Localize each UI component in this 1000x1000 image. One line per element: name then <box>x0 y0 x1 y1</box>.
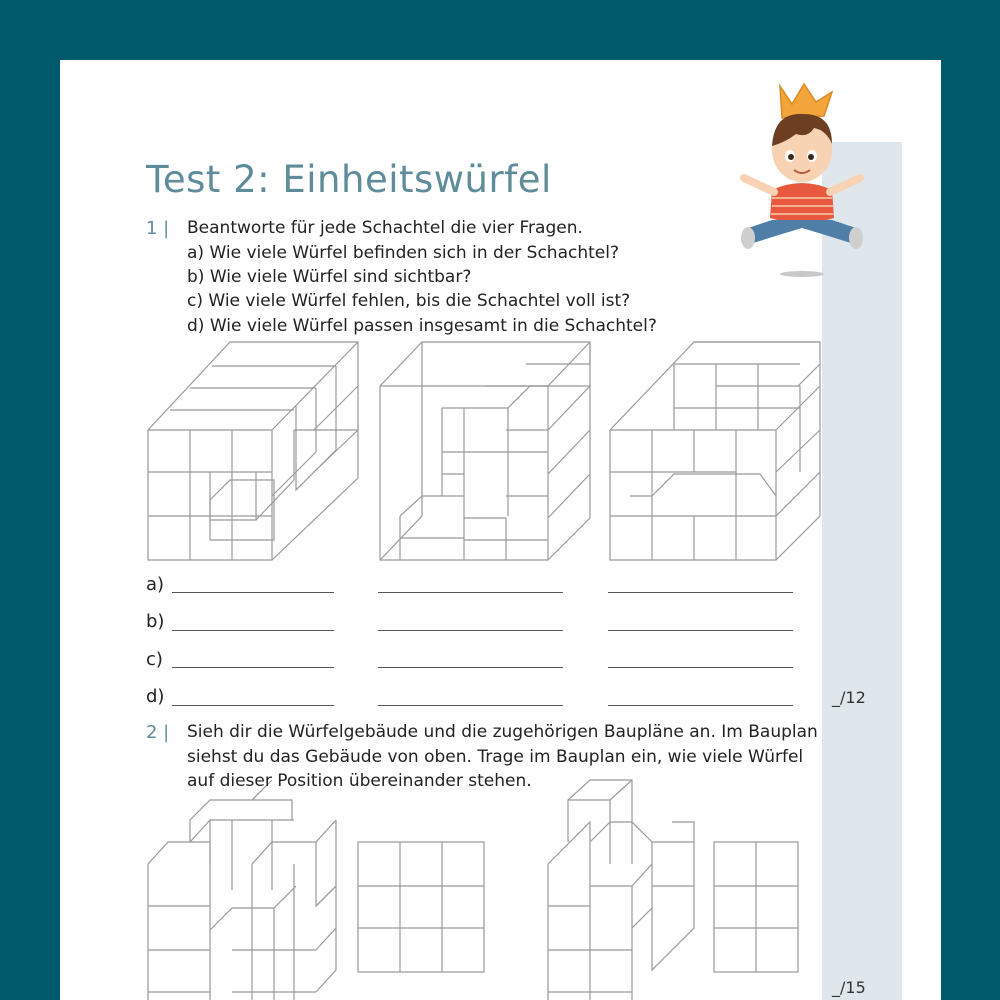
answer-line-d-box-2[interactable] <box>378 705 563 706</box>
page-title: Test 2: Einheitswürfel <box>146 158 552 201</box>
task-2-instruction-line-2: siehst du das Gebäude von oben. Trage im Bauplan ein, wie viele Würfel <box>187 747 804 767</box>
task-1-question-d: d) Wie viele Würfel passen insgesamt in die Schachtel? <box>187 316 657 336</box>
answer-line-a-box-2[interactable] <box>378 592 563 593</box>
cube-building-2 <box>548 780 694 1000</box>
answer-line-a-box-3[interactable] <box>608 592 793 593</box>
answer-line-b-box-1[interactable] <box>172 630 334 631</box>
task-1-number: 1 | <box>146 218 170 239</box>
task-2-instruction-line-3: auf dieser Position übereinander stehen. <box>187 771 532 791</box>
answer-label-a: a) <box>146 574 165 595</box>
task-2-number: 2 | <box>146 722 170 743</box>
answer-label-d: d) <box>146 686 165 707</box>
answer-line-d-box-1[interactable] <box>172 705 334 706</box>
worksheet-page <box>60 60 941 1000</box>
answer-line-c-box-1[interactable] <box>172 667 334 668</box>
task-1-instruction: Beantworte für jede Schachtel die vier Fragen. <box>187 218 583 238</box>
cube-boxes-drawing <box>60 60 941 1000</box>
answer-line-d-box-3[interactable] <box>608 705 793 706</box>
task-1-question-c: c) Wie viele Würfel fehlen, bis die Schachtel voll ist? <box>187 291 631 311</box>
task-1-score: _/12 <box>832 688 866 707</box>
task-1-question-b: b) Wie viele Würfel sind sichtbar? <box>187 267 472 287</box>
cube-box-1 <box>148 342 358 560</box>
cube-box-3 <box>610 342 820 560</box>
answer-label-c: c) <box>146 649 163 670</box>
answer-line-b-box-2[interactable] <box>378 630 563 631</box>
answer-line-c-box-3[interactable] <box>608 667 793 668</box>
answer-line-b-box-3[interactable] <box>608 630 793 631</box>
task-1-question-a: a) Wie viele Würfel befinden sich in der Schachtel? <box>187 243 619 263</box>
answer-line-a-box-1[interactable] <box>172 592 334 593</box>
building-plan-2 <box>714 842 798 972</box>
building-plan-1 <box>358 842 484 972</box>
task-2-instruction-line-1: Sieh dir die Würfelgebäude und die zugehörigen Baupläne an. Im Bauplan <box>187 722 818 742</box>
answer-label-b: b) <box>146 611 165 632</box>
answer-line-c-box-2[interactable] <box>378 667 563 668</box>
task-2-score: _/15 <box>832 978 866 997</box>
cube-building-1 <box>148 780 336 1000</box>
cube-box-2 <box>380 342 590 560</box>
